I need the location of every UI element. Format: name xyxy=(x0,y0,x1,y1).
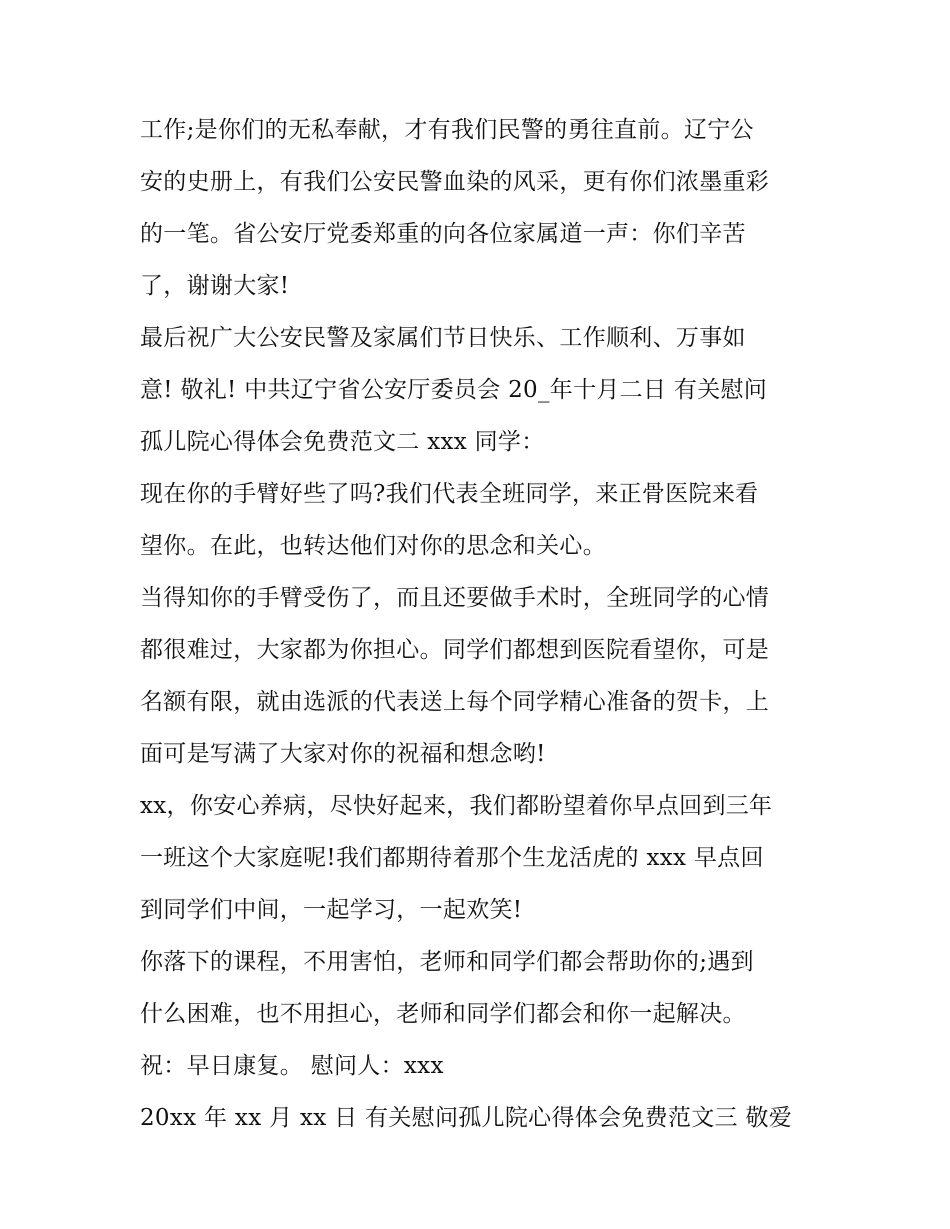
text-line: 一班这个大家庭呢!我们都期待着那个生龙活虎的 xxx 早点回 xyxy=(140,845,764,871)
document-body xyxy=(140,104,820,1144)
text-line: xx，你安心养病，尽快好起来，我们都盼望着你早点回到三年 xyxy=(140,793,773,819)
text-line: 的一笔。省公安厅党委郑重的向各位家属道一声：你们辛苦 xyxy=(140,221,746,247)
text-line: 什么困难，也不用担心，老师和同学们都会和你一起解决。 xyxy=(140,1001,746,1027)
text-line: 你落下的课程，不用害怕，老师和同学们都会帮助你的;遇到 xyxy=(140,949,754,975)
text-line: 名额有限，就由选派的代表送上每个同学精心准备的贺卡，上 xyxy=(140,689,770,715)
text-line: 现在你的手臂好些了吗?我们代表全班同学，来正骨医院来看 xyxy=(140,481,759,507)
text-line: 20xx 年 xx 月 xx 日 有关慰问孤儿院心得体会免费范文三 敬爱 xyxy=(140,1105,793,1131)
text-line: 安的史册上，有我们公安民警血染的风采，更有你们浓墨重彩 xyxy=(140,169,770,195)
text-line: 当得知你的手臂受伤了，而且还要做手术时，全班同学的心情 xyxy=(140,585,770,611)
text-line: 到同学们中间，一起学习，一起欢笑! xyxy=(140,897,523,923)
text-line: 工作;是你们的无私奉献，才有我们民警的勇往直前。辽宁公 xyxy=(140,117,754,143)
text-line: 最后祝广大公安民警及家属们节日快乐、工作顺利、万事如 xyxy=(140,325,746,351)
text-line: 祝：早日康复。 慰问人：xxx xyxy=(140,1053,444,1079)
text-line: 都很难过，大家都为你担心。同学们都想到医院看望你，可是 xyxy=(140,637,770,663)
text-line: 意! 敬礼! 中共辽宁省公安厅委员会 20_年十月二日 有关慰问 xyxy=(140,377,768,403)
text-line: 了，谢谢大家! xyxy=(140,273,290,299)
text-line: 面可是写满了大家对你的祝福和想念哟! xyxy=(140,741,546,767)
text-line: 望你。在此，也转达他们对你的思念和关心。 xyxy=(140,533,606,559)
text-line: 孤儿院心得体会免费范文二 xxx 同学： xyxy=(140,429,545,455)
